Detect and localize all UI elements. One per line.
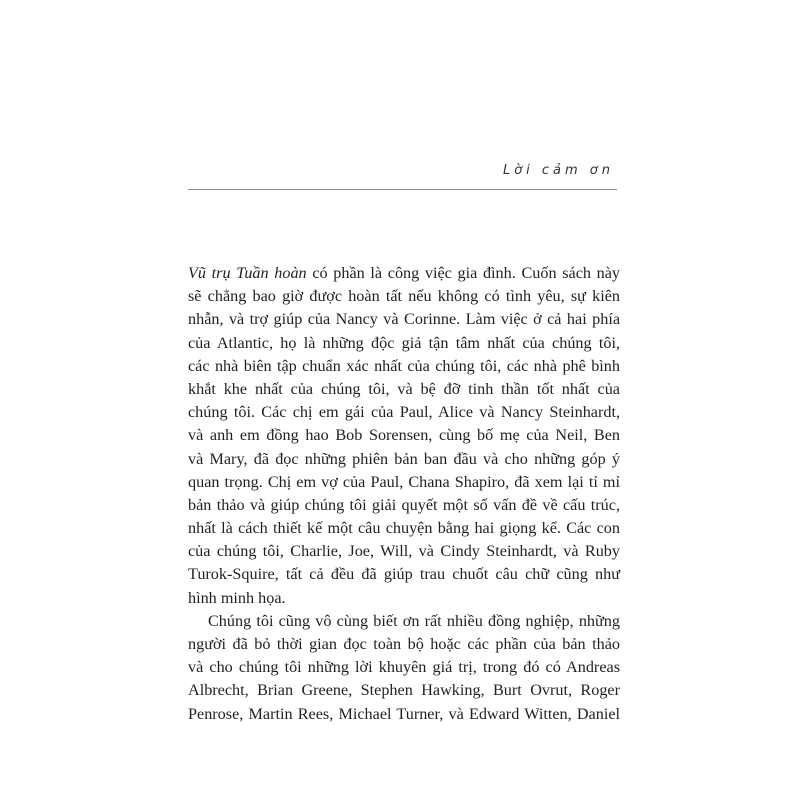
body-text [188,262,620,726]
text-line [188,262,620,285]
text-line: Turok-Squire, tất cả đều đã giúp trau chuốt câu chữ cũng như [188,565,620,584]
text-line: và Mary, đã đọc những phiên bản ban đầu và cho những góp ý [188,449,620,468]
text-line: của Atlantic, họ là những độc giả tận tâm nhất của chúng tôi, [188,333,620,352]
text-line: Penrose, Martin Rees, Michael Turner, và Edward Witten, Daniel [188,704,620,723]
running-title: Lời cảm ơn [502,163,614,178]
paragraph-2 [188,610,620,726]
text-line: Albrecht, Brian Greene, Stephen Hawking, Burt Ovrut, Roger [188,681,620,700]
text-line: chúng tôi. Các chị em gái của Paul, Alice và Nancy Steinhardt, [188,403,620,422]
text-line: nhất là cách thiết kế một câu chuyện bằng hai giọng kể. Các con [188,519,620,538]
text-line: và anh em đồng hao Bob Sorensen, cùng bố mẹ của Neil, Ben [188,426,620,445]
text-line: các nhà biên tập chuẩn xác nhất của chúng tôi, các nhà phê bình [188,356,620,375]
paragraph-1 [188,262,620,610]
text-line: hình minh họa. [188,588,286,607]
running-header [188,163,617,190]
text-line: sẽ chẳng bao giờ được hoàn tất nếu không có tình yêu, sự kiên [188,287,620,306]
text-line: Chúng tôi cũng vô cùng biết ơn rất nhiều đồng nghiệp, những [208,611,620,630]
book-title-italic: Vũ trụ Tuần hoàn [188,264,307,282]
text-line: khắt khe nhất của chúng tôi, và bệ đỡ tinh thần tốt nhất của [188,379,620,398]
text-line: bản thảo và giúp chúng tôi giải quyết một số vấn đề về cấu trúc, [188,495,620,514]
text-line: nhẫn, và trợ giúp của Nancy và Corinne. Làm việc ở cả hai phía [188,310,620,329]
text-line: và cho chúng tôi những lời khuyên giá trị, trong đó có Andreas [188,658,620,677]
text-line: của chúng tôi, Charlie, Joe, Will, và Cindy Steinhardt, và Ruby [188,542,620,561]
text-line-content: có phần là công việc gia đình. Cuốn sách này [306,264,621,282]
text-line: người đã bỏ thời gian đọc toàn bộ hoặc các phần của bản thảo [188,635,620,653]
text-line: quan trọng. Chị em vợ của Paul, Chana Shapiro, đã xem lại tỉ mỉ [188,472,620,491]
